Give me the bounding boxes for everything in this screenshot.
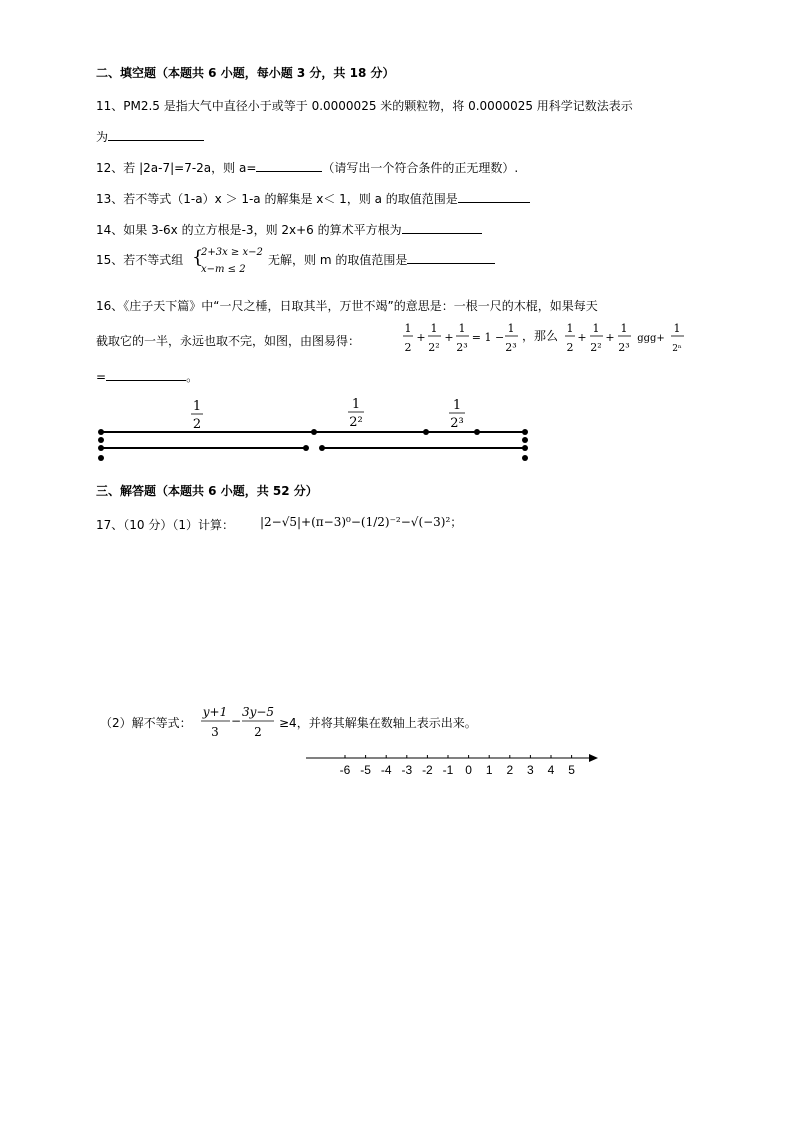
- question-17-part-2-prefix: （2）解不等式：: [100, 716, 192, 730]
- section-2-title: 二、填空题（本题共 6 小题，每小题 3 分，共 18 分）: [96, 66, 395, 80]
- fig-label-den-3: 2³: [450, 416, 464, 431]
- number-line-label: -5: [360, 763, 371, 777]
- formula-num-4: 1: [507, 322, 515, 335]
- question-12-mid: ，则 a=: [211, 161, 257, 175]
- question-13: [96, 190, 530, 207]
- answer-blank-13: [458, 190, 530, 203]
- question-17-part-2-suffix: ≥4，并将其解集在数轴上表示出来。: [279, 716, 477, 730]
- formula-num-8: 1: [673, 322, 681, 335]
- series-formula: [398, 318, 698, 360]
- answer-blank-14: [402, 221, 482, 234]
- fig-label-num-1: 1: [192, 399, 202, 414]
- frac1-num: y+1: [202, 705, 228, 719]
- section-3-title: 三、解答题（本题共 6 小题，共 52 分）: [96, 484, 318, 498]
- number-line: [300, 748, 605, 780]
- fig-label-num-2: 1: [351, 397, 361, 412]
- answer-blank-12: [256, 159, 322, 172]
- formula-den-3: 2³: [456, 341, 468, 354]
- svg-text:+: +: [605, 331, 615, 344]
- question-16-line-1: 16、《庄子天下篇》中“一尺之棰，日取其半，万世不竭”的意思是：一根一尺的木棍，如果每天: [96, 299, 598, 313]
- stick-diagram: [90, 395, 540, 467]
- formula-den-4: 2³: [505, 341, 517, 354]
- fig-label-num-3: 1: [452, 398, 462, 413]
- question-14-text: 14、如果 3-6x 的立方根是-3，则 2x+6 的算术平方根为: [96, 223, 402, 237]
- fig-label-den-2: 2²: [349, 415, 363, 430]
- question-14: [96, 221, 482, 238]
- number-line-label: -1: [442, 763, 454, 777]
- question-12-prefix: 12、若: [96, 161, 136, 175]
- question-15-suffix: 无解，则 m 的取值范围是: [268, 253, 408, 267]
- question-17-expression: |2−√5|+(π−3)⁰−(1/2)⁻²−√(−3)²；: [260, 515, 463, 529]
- formula-then: ，那么: [522, 329, 559, 343]
- question-12-suffix: （请写出一个符合条件的正无理数）.: [322, 161, 519, 175]
- formula-num-5: 1: [566, 322, 574, 335]
- number-line-label: -4: [380, 763, 392, 777]
- formula-equals: = 1 −: [471, 331, 505, 344]
- formula-den-2: 2²: [428, 341, 440, 354]
- answer-blank-11: [108, 128, 204, 141]
- question-16-equals: =: [96, 370, 107, 384]
- question-16-line-3: [96, 368, 198, 385]
- svg-text:+: +: [416, 331, 426, 344]
- formula-den-1: 2: [404, 341, 412, 354]
- svg-text:+: +: [444, 331, 454, 344]
- question-11-line-1: 11、PM2.5 是指大气中直径小于或等于 0.0000025 米的颗粒物，将 0.0000025 用科学记数法表示: [96, 99, 633, 113]
- formula-dots: ggg+: [637, 333, 665, 344]
- question-17-prefix: 17、（10 分）（1）计算：: [96, 518, 234, 532]
- svg-text:−: −: [230, 714, 242, 728]
- question-12-abs-expr: |2a-7|=7-2a: [139, 161, 212, 175]
- number-line-label: -6: [339, 763, 351, 777]
- svg-text:+: +: [577, 331, 587, 344]
- fig-label-den-1: 2: [192, 417, 202, 432]
- brace-icon: {: [192, 247, 204, 268]
- formula-num-3: 1: [458, 322, 466, 335]
- frac2-num: 3y−5: [241, 705, 275, 719]
- question-15-suffix-wrap: [268, 251, 495, 268]
- number-line-label: 1: [485, 763, 493, 777]
- question-11-prefix: 为: [96, 130, 109, 144]
- formula-den-8: 2ⁿ: [672, 344, 682, 354]
- inequality-2: x−m ≤ 2: [201, 264, 246, 275]
- number-line-label: -2: [422, 763, 433, 777]
- answer-blank-15: [407, 251, 495, 264]
- number-line-label: 0: [465, 763, 472, 777]
- question-15-prefix: 15、若不等式组: [96, 253, 184, 267]
- question-11-line-2: [96, 128, 204, 145]
- number-line-label: 2: [506, 763, 514, 777]
- formula-num-6: 1: [592, 322, 600, 335]
- formula-den-6: 2²: [590, 341, 602, 354]
- question-16-period: 。: [186, 370, 199, 384]
- question-16-line-2: 截取它的一半，永远也取不完，如图，由图易得：: [96, 334, 361, 348]
- inequality-fractions: [196, 702, 278, 744]
- formula-den-7: 2³: [618, 341, 630, 354]
- formula-den-5: 2: [566, 341, 574, 354]
- question-13-text: 13、若不等式（1-a）x ＞ 1-a 的解集是 x＜ 1，则 a 的取值范围是: [96, 192, 458, 206]
- frac1-den: 3: [211, 725, 219, 739]
- number-line-label: -3: [401, 763, 413, 777]
- number-line-label: 5: [568, 763, 575, 777]
- number-line-label: 4: [547, 763, 555, 777]
- question-12: [96, 159, 518, 176]
- frac2-den: 2: [254, 725, 262, 739]
- answer-blank-16: [106, 368, 186, 381]
- number-line-label: 3: [527, 763, 534, 777]
- formula-num-2: 1: [430, 322, 438, 335]
- formula-num-1: 1: [404, 322, 412, 335]
- inequality-1: 2+3x ≥ x−2: [201, 247, 263, 258]
- formula-num-7: 1: [620, 322, 628, 335]
- arrow-right-icon: [589, 754, 598, 762]
